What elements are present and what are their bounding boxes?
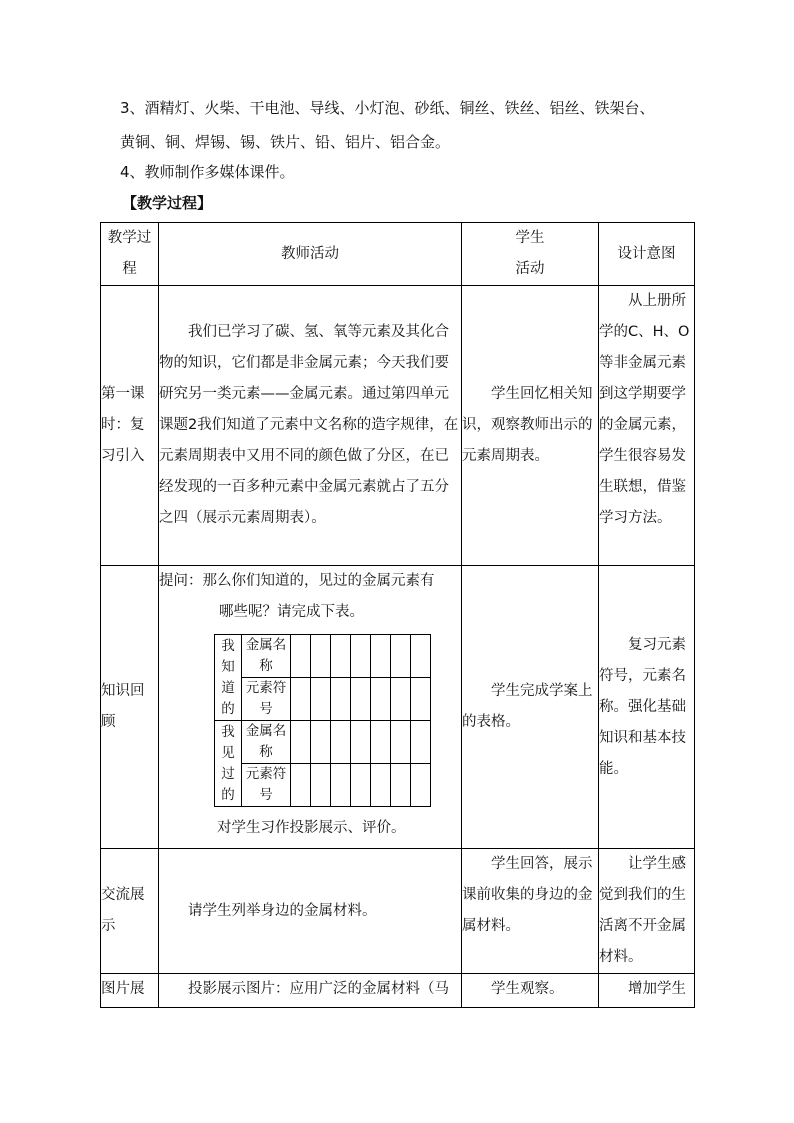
section-title: 【教学过程】	[122, 194, 213, 212]
row3-process: 交流展示	[101, 849, 159, 974]
blank-cell[interactable]	[411, 635, 431, 678]
row4-student: 学生观察。	[462, 974, 599, 1008]
row2-teacher: 提问：那么你们知道的，见过的金属元素有 哪些呢？请完成下表。 我知道的 金属名称 元素符号 我见过的 金属名称 元素符号 对学生习作投影展示、评价。	[159, 566, 462, 849]
row3-teacher: 请学生列举身边的金属材料。	[159, 849, 462, 974]
row1-intent: 从上册所学的C、H、O等非金属元素到这学期要学的金属元素，学生很容易发生联想，借鉴学习方法。	[599, 286, 695, 566]
row1-teacher: 我们已学习了碳、氢、氧等元素及其化合物的知识，它们都是非金属元素；今天我们要研究另一类元素——金属元素。通过第四单元课题2我们知道了元素中文名称的造字规律，在元素周期表中又用不同的颜色做了分区，在已经发现的一百多种元素中金属元素就占了五分之四（展示元素周期表）。	[159, 286, 462, 566]
blank-cell[interactable]	[331, 635, 351, 678]
blank-cell[interactable]	[391, 635, 411, 678]
row4-teacher: 投影展示图片：应用广泛的金属材料（马	[159, 974, 462, 1008]
group-seen: 我见过的	[215, 721, 242, 807]
blank-cell[interactable]	[371, 721, 391, 764]
blank-cell[interactable]	[351, 635, 371, 678]
row2-intent: 复习元素符号，元素名称。强化基础知识和基本技能。	[599, 566, 695, 849]
element-fill-table	[214, 634, 431, 807]
header-teacher: 教师活动	[159, 223, 462, 286]
blank-cell[interactable]	[371, 635, 391, 678]
blank-cell[interactable]	[331, 764, 351, 807]
blank-cell[interactable]	[411, 764, 431, 807]
blank-cell[interactable]	[311, 678, 331, 721]
blank-cell[interactable]	[291, 721, 311, 764]
row2-process: 知识回顾	[101, 566, 159, 849]
label-element-symbol: 元素符号	[242, 764, 291, 807]
header-row	[101, 223, 695, 286]
label-metal-name: 金属名称	[242, 635, 291, 678]
materials-line-1: 3、酒精灯、火柴、干电池、导线、小灯泡、砂纸、铜丝、铁丝、铝丝、铁架台、	[120, 99, 655, 117]
blank-cell[interactable]	[311, 721, 331, 764]
blank-cell[interactable]	[311, 635, 331, 678]
blank-cell[interactable]	[351, 721, 371, 764]
row2-student: 学生完成学案上的表格。	[462, 566, 599, 849]
row1-process: 第一课时：复习引入	[101, 286, 159, 566]
materials-line-3: 4、教师制作多媒体课件。	[120, 163, 295, 181]
row3-intent: 让学生感觉到我们的生活离不开金属材料。	[599, 849, 695, 974]
header-student: 学生 活动	[462, 223, 599, 286]
row-knowledge-review	[101, 566, 695, 849]
blank-cell[interactable]	[411, 721, 431, 764]
blank-cell[interactable]	[411, 678, 431, 721]
blank-cell[interactable]	[391, 678, 411, 721]
materials-line-2: 黄铜、铜、焊锡、锡、铁片、铅、铝片、铝合金。	[120, 133, 451, 151]
row4-intent: 增加学生	[599, 974, 695, 1008]
blank-cell[interactable]	[371, 678, 391, 721]
blank-cell[interactable]	[331, 721, 351, 764]
row-image-show	[101, 974, 695, 1008]
header-intent: 设计意图	[599, 223, 695, 286]
row-review-intro	[101, 286, 695, 566]
header-process: 教学过程	[101, 223, 159, 286]
blank-cell[interactable]	[331, 678, 351, 721]
row3-student: 学生回答，展示课前收集的身边的金属材料。	[462, 849, 599, 974]
group-known: 我知道的	[215, 635, 242, 721]
blank-cell[interactable]	[311, 764, 331, 807]
row4-process: 图片展	[101, 974, 159, 1008]
teaching-process-table	[100, 222, 695, 1008]
blank-cell[interactable]	[391, 764, 411, 807]
blank-cell[interactable]	[291, 678, 311, 721]
blank-cell[interactable]	[351, 764, 371, 807]
blank-cell[interactable]	[291, 764, 311, 807]
blank-cell[interactable]	[351, 678, 371, 721]
blank-cell[interactable]	[371, 764, 391, 807]
blank-cell[interactable]	[391, 721, 411, 764]
label-element-symbol: 元素符号	[242, 678, 291, 721]
label-metal-name: 金属名称	[242, 721, 291, 764]
blank-cell[interactable]	[291, 635, 311, 678]
row-exchange	[101, 849, 695, 974]
row1-student: 学生回忆相关知识，观察教师出示的元素周期表。	[462, 286, 599, 566]
